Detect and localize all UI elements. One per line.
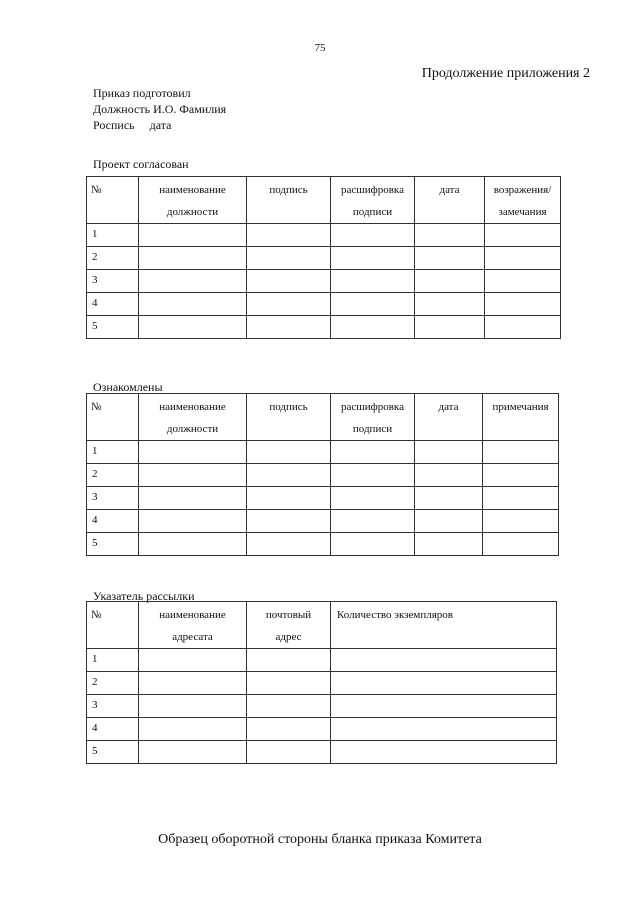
header-number: № [87, 394, 139, 441]
header-postal-address: почтовый адрес [247, 602, 331, 649]
acquainted-table [86, 393, 559, 556]
acquainted-header-row [87, 394, 559, 441]
header-date: дата [415, 177, 485, 224]
header-number: № [87, 602, 139, 649]
table-row: 1 [87, 224, 561, 247]
table-row: 2 [87, 464, 559, 487]
prepared-by-label: Приказ подготовил [93, 86, 191, 100]
table-row: 2 [87, 247, 561, 270]
distribution-header-row [87, 602, 557, 649]
acquainted-section-title: Ознакомлены [93, 380, 163, 394]
table-row: 3 [87, 487, 559, 510]
header-objections: возражения/ замечания [485, 177, 561, 224]
header-decoding: расшифровка подписи [331, 177, 415, 224]
header-decoding: расшифровка подписи [331, 394, 415, 441]
table-row: 4 [87, 293, 561, 316]
header-addressee: наименование адресата [139, 602, 247, 649]
page-number: 75 [314, 42, 326, 54]
position-name-line: Должность И.О. Фамилия [93, 102, 227, 116]
table-row: 3 [87, 270, 561, 293]
header-signature: подпись [247, 177, 331, 224]
header-position: наименование должности [139, 394, 247, 441]
table-row: 4 [87, 510, 559, 533]
table-row: 1 [87, 649, 557, 672]
prepared-by-block [93, 85, 226, 133]
table-row: 2 [87, 672, 557, 695]
table-row: 4 [87, 718, 557, 741]
form-caption: Образец оборотной стороны бланка приказа Комитета [158, 832, 482, 847]
signature-date-line: Роспись дата [93, 118, 172, 132]
table-row: 3 [87, 695, 557, 718]
header-date: дата [415, 394, 483, 441]
approval-table [86, 176, 561, 339]
approval-header-row [87, 177, 561, 224]
header-signature: подпись [247, 394, 331, 441]
approval-section-title: Проект согласован [93, 157, 189, 171]
distribution-section-title: Указатель рассылки [93, 589, 195, 603]
header-copies: Количество экземпляров [331, 602, 557, 649]
header-position: наименование должности [139, 177, 247, 224]
table-row: 1 [87, 441, 559, 464]
distribution-table [86, 601, 557, 764]
table-row: 5 [87, 316, 561, 339]
appendix-title: Продолжение приложения 2 [421, 66, 590, 81]
table-row: 5 [87, 533, 559, 556]
table-row: 5 [87, 741, 557, 764]
header-notes: примечания [483, 394, 559, 441]
header-number: № [87, 177, 139, 224]
